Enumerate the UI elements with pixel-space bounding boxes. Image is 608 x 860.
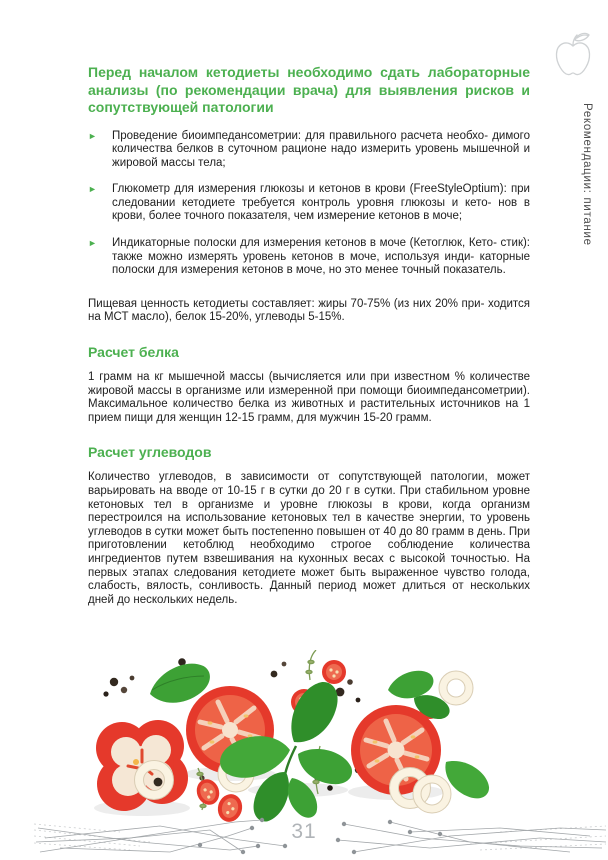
list-item xyxy=(88,237,530,278)
network-lines-left xyxy=(34,820,285,852)
sidebar-section-label: Рекомендации: питание xyxy=(581,103,593,246)
section-body-carbs: Количество углеводов, в зависимости от сопутствующей патологии, может варьировать на вводе от 10-15 г в сутки до 20 г в сутки. При стабильном уровне кетоновых тел в организме и уровне глюкозы в крови, когда организм перестроился на использование кетоновых тел в качестве энергии, то уровень углеводов в сутки может быть постепенно повышен от 40 до 80 грамм в день. При приготовлении кетоблюд необходимо строгое соблюдение количества ингредиентов путем взвешивания на кухонных весах с высокой точностью. На первых этапах следования кетодиете может быть выраженное чувство голода, слабость, вялость, сонливость. Данный период может длиться от нескольких дней до нескольких недель. xyxy=(88,471,530,606)
bullet-text: Индикаторные полоски для измерения кетонов в моче (Кетоглюк, Кето- стик): также можно измерять уровень кетонов в моче, используя инди- каторные полоски для измерения кетонов в моче, но это менее точный показатель. xyxy=(112,237,530,277)
nutrition-paragraph: Пищевая ценность кетодиеты составляет: жиры 70-75% (из них 20% при- ходится на МСТ масло), белок 15-20%, углеводы 5-15%. xyxy=(88,297,530,324)
list-item xyxy=(88,183,530,224)
list-item xyxy=(88,130,530,171)
pepper-ring-icon xyxy=(96,720,188,811)
apple-icon xyxy=(553,30,593,80)
network-dots-left xyxy=(198,818,287,854)
bullet-text: Проведение биоимпедансометрии: для правильного расчета необхо- димого количества белков в суточном рационе надо измерить уровень мышечной и жировой массы тела; xyxy=(112,129,530,169)
main-content xyxy=(88,64,530,607)
triangle-bullet-icon: ► xyxy=(88,238,97,249)
section-title-protein: Расчет белка xyxy=(88,344,179,361)
section-title-carbs: Расчет углеводов xyxy=(88,444,212,461)
bullet-list xyxy=(88,130,530,278)
bullet-text: Глюкометр для измерения глюкозы и кетонов в крови (FreeStyleOptium): при следовании кетодиете требуется контроль уровня глюкозы и кето- нов в крови, более точного показателя, чем измерение кетонов в моче; xyxy=(112,183,530,223)
triangle-bullet-icon: ► xyxy=(88,130,97,141)
section-body-protein: 1 грамм на кг мышечной массы (вычисляется или при известном % количестве жировой массы в организме или измеренной при помощи биоимпедансометрии). Максимальное количество белка из животных и растительных источников на 1 прием пищи для женщин 12-15 грамм, для мужчин 15-20 грамм. xyxy=(88,371,530,424)
onion-ring-icon xyxy=(439,671,473,705)
peppercorn-icon xyxy=(154,778,163,787)
network-dots-right xyxy=(336,820,442,854)
network-lines-right xyxy=(338,822,606,852)
intro-heading: Перед началом кетодиеты необходимо сдать лабораторные анализы (по рекомендации врача) для выявления рисков и сопутствующей патологии xyxy=(88,64,530,115)
page-number: 31 xyxy=(291,820,317,843)
triangle-bullet-icon: ► xyxy=(88,184,97,195)
